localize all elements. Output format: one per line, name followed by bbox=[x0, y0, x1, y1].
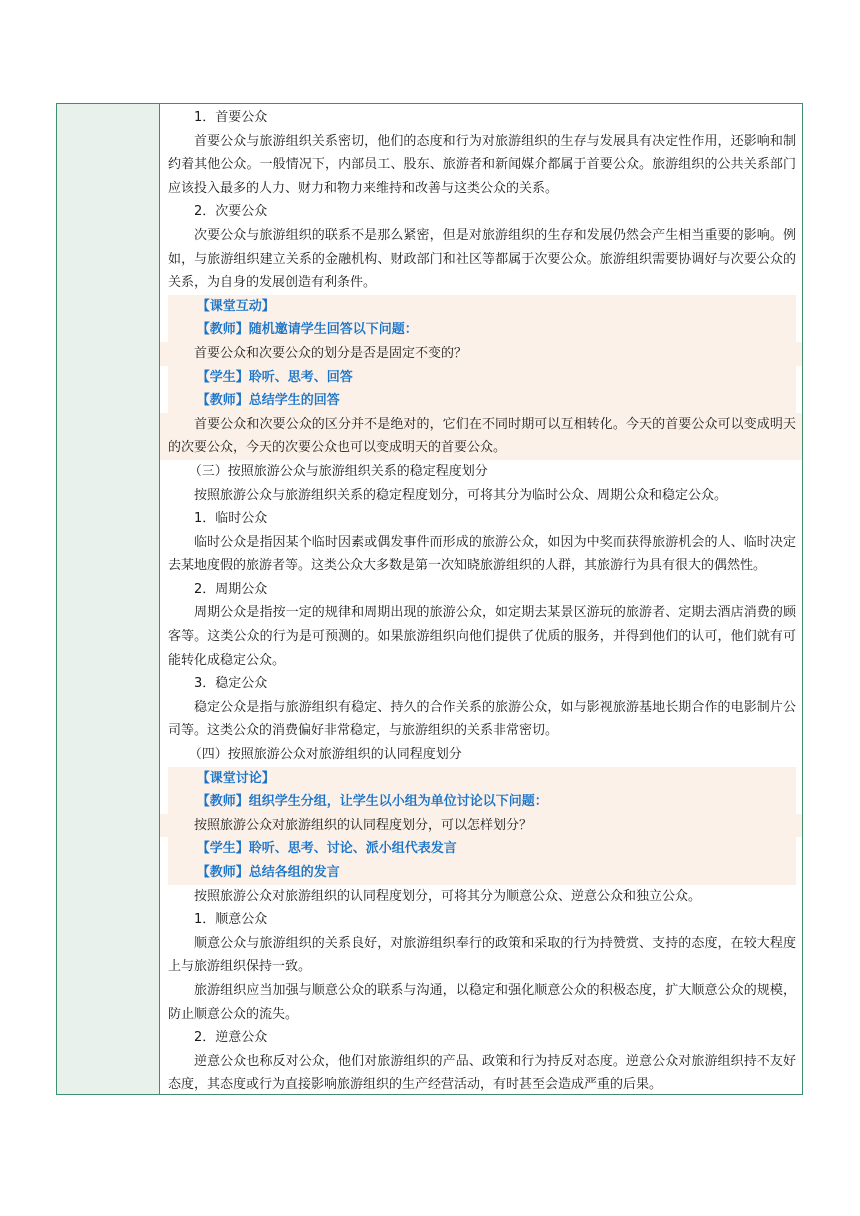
body-paragraph: 周期公众是指按一定的规律和周期出现的旅游公众，如定期去某景区游玩的旅游者、定期去酒店消费的顾客等。这类公众的行为是可预测的。如果旅游组织向他们提供了优质的服务，并得到他们的认可，他们就有可能转化成稳定公众。 bbox=[168, 605, 796, 668]
body-paragraph: 首要公众和次要公众的划分是否是固定不变的？ bbox=[160, 342, 802, 366]
section-heading: 1．顺意公众 bbox=[194, 912, 268, 928]
section-heading: 2．周期公众 bbox=[194, 581, 268, 597]
body-paragraph: 按照旅游公众对旅游组织的认同程度划分，可以怎样划分？ bbox=[160, 814, 802, 838]
activity-label: 【教师】总结各组的发言 bbox=[168, 861, 796, 885]
subsection-heading: （三）按照旅游公众与旅游组织关系的稳定程度划分 bbox=[188, 463, 488, 479]
section-heading: 1．临时公众 bbox=[194, 511, 268, 527]
activity-label: 【学生】聆听、思考、讨论、派小组代表发言 bbox=[168, 837, 796, 861]
section-heading: 2．次要公众 bbox=[194, 204, 268, 220]
lesson-table bbox=[56, 103, 803, 1095]
body-paragraph: 次要公众与旅游组织的联系不是那么紧密，但是对旅游组织的生存和发展仍然会产生相当重要的影响。例如，与旅游组织建立关系的金融机构、财政部门和社区等都属于次要公众。旅游组织需要协调好与次要公众的关系，为自身的发展创造有利条件。 bbox=[168, 227, 796, 291]
body-paragraph: 稳定公众是指与旅游组织有稳定、持久的合作关系的旅游公众，如与影视旅游基地长期合作的电影制片公司等。这类公众的消费偏好非常稳定，与旅游组织的关系非常密切。 bbox=[168, 699, 796, 739]
body-paragraph: 逆意公众也称反对公众，他们对旅游组织的产品、政策和行为持反对态度。逆意公众对旅游组织持不友好态度，其态度或行为直接影响旅游组织的生产经营活动，有时甚至会造成严重的后果。 bbox=[168, 1053, 796, 1093]
body-paragraph: 按照旅游公众与旅游组织关系的稳定程度划分，可将其分为临时公众、周期公众和稳定公众。 bbox=[194, 487, 728, 503]
body-paragraph: 临时公众是指因某个临时因素或偶发事件而形成的旅游公众，如因为中奖而获得旅游机会的人、临时决定去某地度假的旅游者等。这类公众大多数是第一次知晓旅游组织的人群，其旅游行为具有很大的偶然性。 bbox=[168, 534, 796, 574]
body-paragraph: 首要公众与旅游组织关系密切，他们的态度和行为对旅游组织的生存与发展具有决定性作用，还影响和制约着其他公众。一般情况下，内部员工、股东、旅游者和新闻媒介都属于首要公众。旅游组织的公共关系部门应该投入最多的人力、财力和物力来维持和改善与这类公众的关系。 bbox=[168, 133, 796, 196]
table-left-column bbox=[57, 104, 160, 1094]
activity-label: 【教师】随机邀请学生回答以下问题： bbox=[168, 318, 796, 342]
section-heading: 3．稳定公众 bbox=[194, 676, 268, 692]
activity-label: 【学生】聆听、思考、回答 bbox=[168, 366, 796, 390]
body-paragraph: 首要公众和次要公众的区分并不是绝对的，它们在不同时期可以互相转化。今天的首要公众可以变成明天的次要公众，今天的次要公众也可以变成明天的首要公众。 bbox=[160, 413, 802, 460]
activity-label: 【课堂讨论】 bbox=[168, 767, 796, 791]
section-heading: 1．首要公众 bbox=[194, 110, 268, 125]
section-heading: 2．逆意公众 bbox=[194, 1030, 268, 1046]
body-paragraph: 按照旅游公众对旅游组织的认同程度划分，可将其分为顺意公众、逆意公众和独立公众。 bbox=[194, 888, 702, 904]
table-content-cell bbox=[160, 104, 802, 1094]
activity-label: 【教师】总结学生的回答 bbox=[168, 389, 796, 413]
subsection-heading: （四）按照旅游公众对旅游组织的认同程度划分 bbox=[188, 747, 462, 763]
body-paragraph: 旅游组织应当加强与顺意公众的联系与沟通，以稳定和强化顺意公众的积极态度，扩大顺意公众的规模，防止顺意公众的流失。 bbox=[168, 982, 796, 1022]
activity-label: 【课堂互动】 bbox=[168, 295, 796, 319]
activity-label: 【教师】组织学生分组，让学生以小组为单位讨论以下问题： bbox=[168, 790, 796, 814]
body-paragraph: 顺意公众与旅游组织的关系良好，对旅游组织奉行的政策和采取的行为持赞赏、支持的态度，在较大程度上与旅游组织保持一致。 bbox=[168, 935, 796, 975]
